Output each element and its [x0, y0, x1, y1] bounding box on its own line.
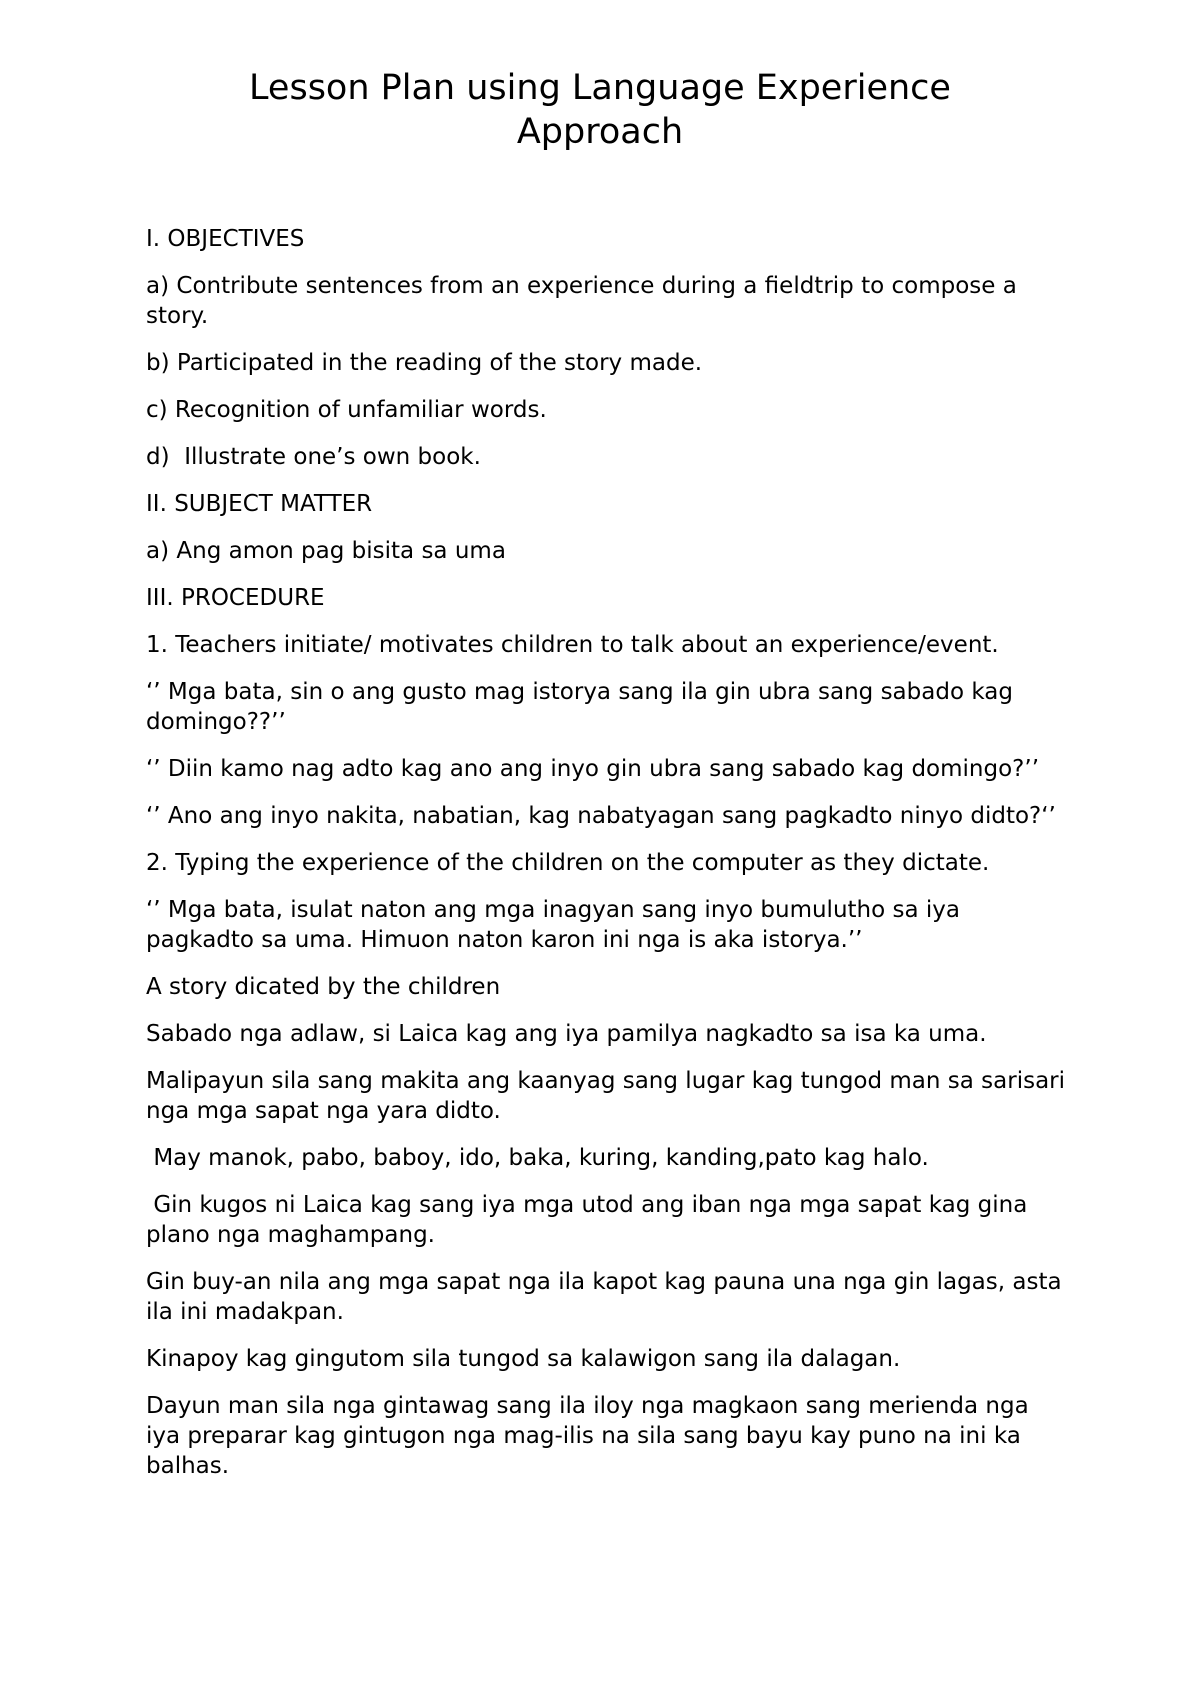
subject-matter-a: a) Ang amon pag bisita sa uma [146, 538, 506, 564]
teacher-question-1: ‘’ Mga bata, sin o ang gusto mag istorya sang ila gin ubra sang sabado kag domingo??’’ [146, 679, 1021, 735]
story-paragraph-4: Gin kugos ni Laica kag sang iya mga utod ang iban nga mga sapat kag gina plano nga maghampang. [146, 1192, 1035, 1248]
document-body [146, 224, 1073, 1498]
story-heading: A story dicated by the children [146, 974, 501, 1000]
objective-b: b) Participated in the reading of the story made. [146, 350, 703, 376]
teacher-question-2: ‘’ Diin kamo nag adto kag ano ang inyo gin ubra sang sabado kag domingo?’’ [146, 756, 1040, 782]
procedure-step-1: 1. Teachers initiate/ motivates children to talk about an experience/event. [146, 632, 999, 658]
procedure-step-2: 2. Typing the experience of the children on the computer as they dictate. [146, 850, 990, 876]
objective-d: d) Illustrate one’s own book. [146, 444, 481, 470]
story-paragraph-3: May manok, pabo, baboy, ido, baka, kuring, kanding,pato kag halo. [146, 1145, 929, 1171]
story-paragraph-5: Gin buy-an nila ang mga sapat nga ila kapot kag pauna una nga gin lagas, asta ila ini madakpan. [146, 1269, 1069, 1325]
subject-matter-heading: II. SUBJECT MATTER [146, 491, 373, 517]
story-paragraph-7: Dayun man sila nga gintawag sang ila iloy nga magkaon sang merienda nga iya preparar kag gintugon nga mag-ilis na sila sang bayu kay puno na ini ka balhas. [146, 1393, 1036, 1479]
story-paragraph-2: Malipayun sila sang makita ang kaanyag sang lugar kag tungod man sa sarisari nga mga sapat nga yara didto. [146, 1068, 1073, 1124]
objectives-heading: I. OBJECTIVES [146, 226, 305, 252]
objective-c: c) Recognition of unfamiliar words. [146, 397, 547, 423]
teacher-prompt: ‘’ Mga bata, isulat naton ang mga inagyan sang inyo bumulutho sa iya pagkadto sa uma. Himuon naton karon ini nga is aka istorya.’’ [146, 897, 968, 953]
objective-a: a) Contribute sentences from an experience during a fieldtrip to compose a story. [146, 273, 1025, 329]
title-line-1: Lesson Plan using Language Experience [249, 68, 951, 108]
story-paragraph-1: Sabado nga adlaw, si Laica kag ang iya pamilya nagkadto sa isa ka uma. [146, 1021, 987, 1047]
teacher-question-3: ‘’ Ano ang inyo nakita, nabatian, kag nabatyagan sang pagkadto ninyo didto?‘’ [146, 803, 1056, 829]
page-title [0, 66, 1200, 154]
title-line-2: Approach [516, 112, 684, 152]
story-paragraph-6: Kinapoy kag gingutom sila tungod sa kalawigon sang ila dalagan. [146, 1346, 901, 1372]
procedure-heading: III. PROCEDURE [146, 585, 325, 611]
